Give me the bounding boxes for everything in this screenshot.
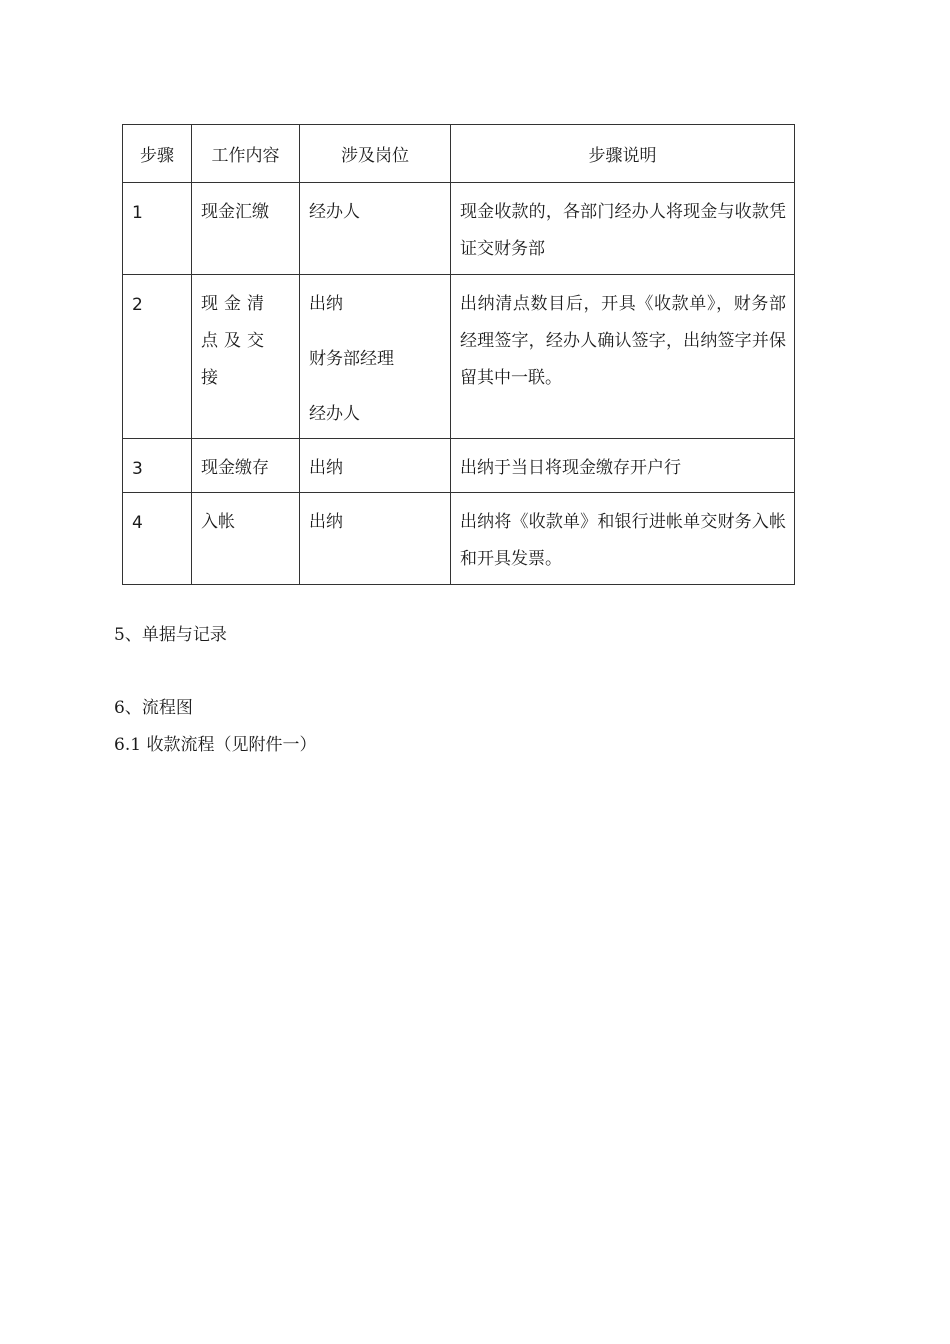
table-row: [123, 439, 795, 493]
position-cell: [300, 183, 451, 275]
position-item: 经办人: [309, 202, 360, 222]
step-description: 出纳清点数目后，开具《收款单》，财务部经理签字，经办人确认签字，出纳签字并保留其中一联。: [460, 294, 786, 388]
work-content-cell: [192, 493, 300, 585]
header-work-content: 工作内容: [192, 125, 300, 183]
header-description: 步骤说明: [451, 125, 795, 183]
step-number: 2: [132, 295, 143, 315]
work-content: 现金汇缴: [201, 202, 269, 222]
step-number-cell: [123, 275, 192, 439]
work-content: 现金清点及交接: [201, 294, 270, 388]
description-cell: [451, 183, 795, 275]
section-heading-flowchart: 6、流程图: [114, 698, 193, 718]
table-header-row: [123, 125, 795, 183]
step-number: 4: [132, 513, 143, 533]
work-content: 现金缴存: [201, 458, 269, 478]
position-item: 出纳: [309, 458, 343, 478]
step-number-cell: [123, 493, 192, 585]
work-content: 入帐: [201, 512, 235, 532]
step-description: 出纳将《收款单》和银行进帐单交财务入帐和开具发票。: [460, 512, 786, 569]
position-item: 财务部经理: [309, 349, 394, 369]
section-heading-documents: 5、单据与记录: [114, 625, 227, 645]
step-number: 1: [132, 203, 143, 223]
procedure-table: [122, 124, 795, 585]
position-item: 出纳: [309, 512, 343, 532]
work-content-cell: [192, 439, 300, 493]
work-content-cell: [192, 275, 300, 439]
step-description: 出纳于当日将现金缴存开户行: [460, 458, 681, 478]
position-item: 经办人: [309, 404, 360, 424]
header-step: 步骤: [123, 125, 192, 183]
description-cell: [451, 493, 795, 585]
table-row: [123, 493, 795, 585]
header-position: 涉及岗位: [300, 125, 451, 183]
description-cell: [451, 275, 795, 439]
work-content-cell: [192, 183, 300, 275]
subsection-receipt-flow: 6.1 收款流程（见附件一）: [114, 735, 317, 755]
position-cell: [300, 493, 451, 585]
step-number-cell: [123, 183, 192, 275]
table-row: [123, 183, 795, 275]
table-row: [123, 275, 795, 439]
position-cell: [300, 439, 451, 493]
position-cell: [300, 275, 451, 439]
step-description: 现金收款的，各部门经办人将现金与收款凭证交财务部: [460, 202, 786, 259]
step-number: 3: [132, 459, 143, 479]
description-cell: [451, 439, 795, 493]
step-number-cell: [123, 439, 192, 493]
position-item: 出纳: [309, 294, 343, 314]
